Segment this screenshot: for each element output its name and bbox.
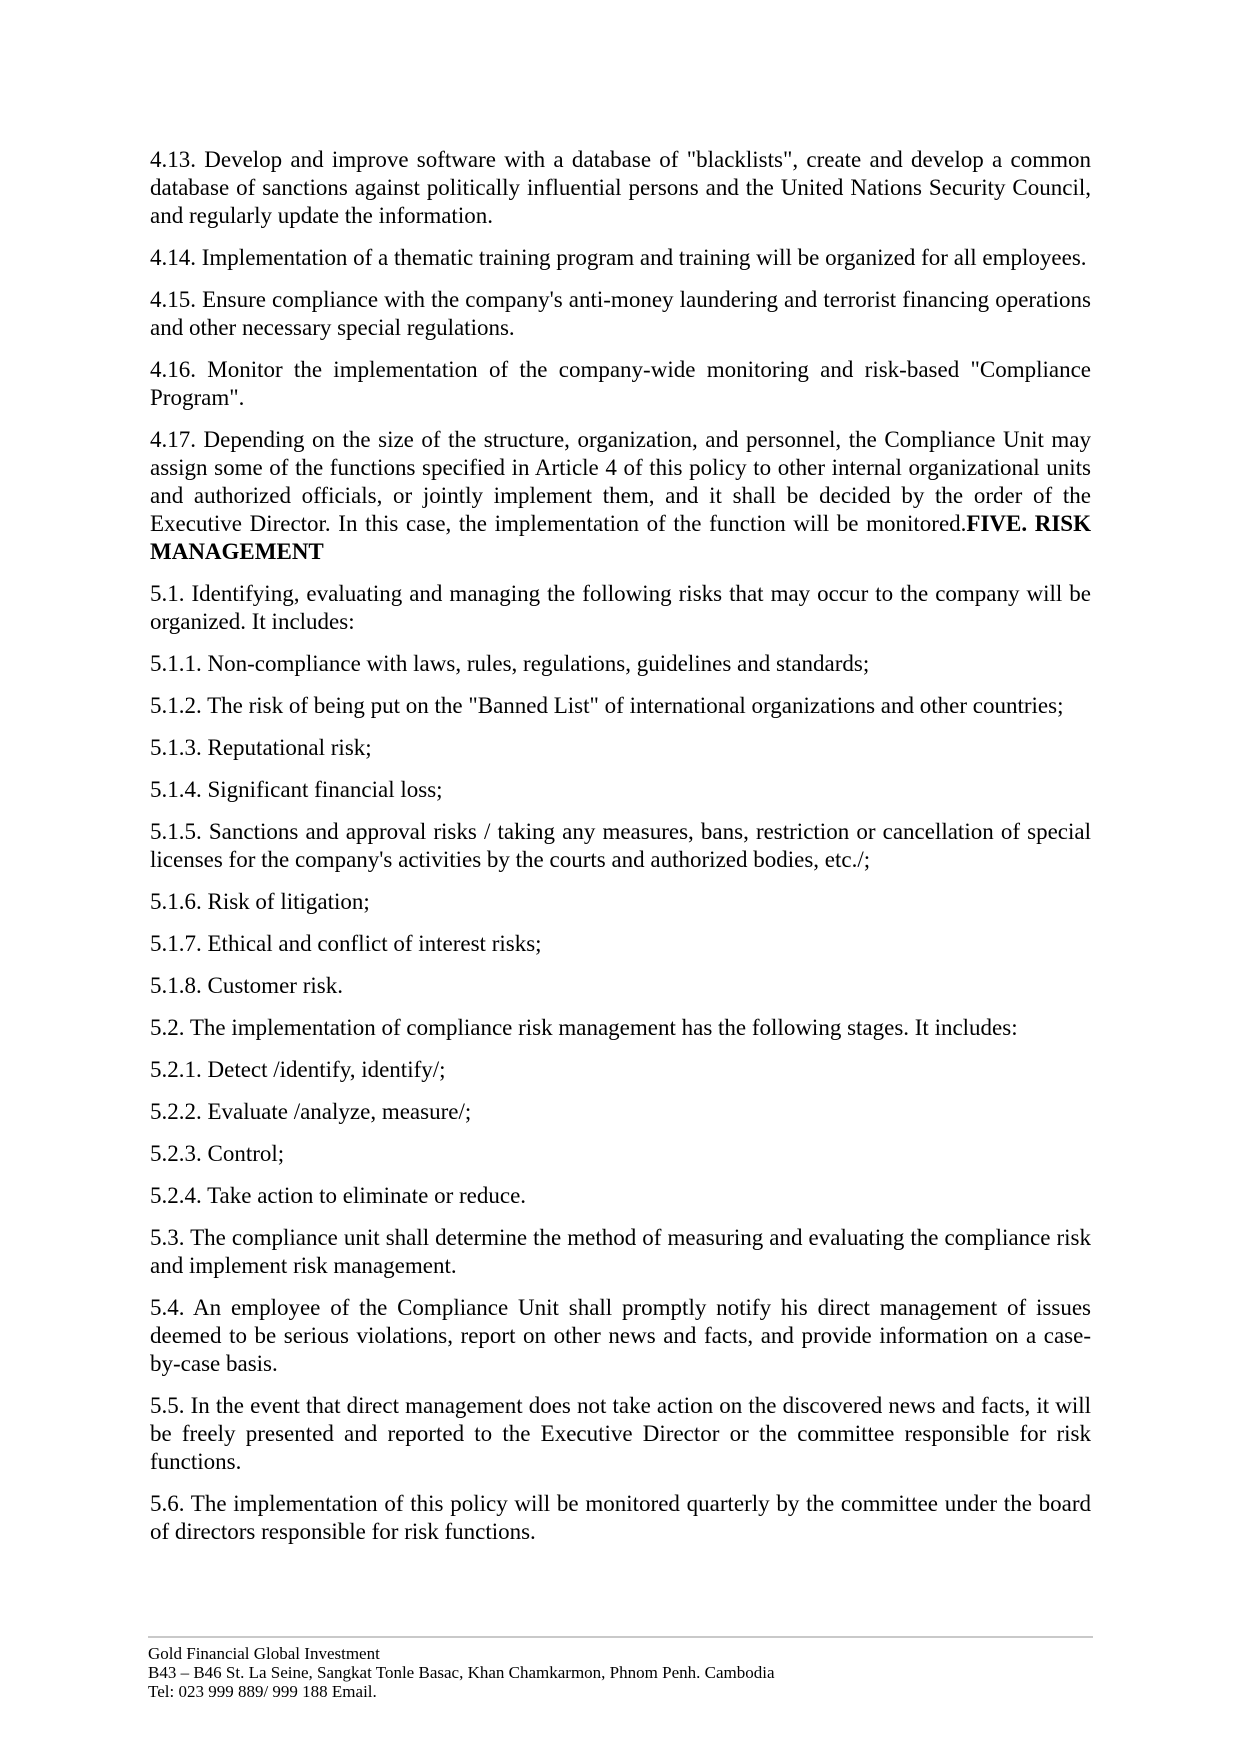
page-footer xyxy=(148,1636,1093,1701)
paragraph-4-14: 4.14. Implementation of a thematic training program and training will be organized for all employees. xyxy=(150,245,1087,270)
document-body xyxy=(150,146,1091,1560)
footer-divider xyxy=(148,1636,1093,1638)
paragraph-5-1-3: 5.1.3. Reputational risk; xyxy=(150,735,372,760)
paragraph-4-17-text: 4.17. Depending on the size of the structure, organization, and personnel, the Compliance Unit may assign some of the functions specified in Article 4 of this policy to other internal organizational units and authorized officials, or jointly implement them, and it shall be decided by the order of the Executive Director. In this case, the implementation of the function will be monitored. xyxy=(150,427,1091,536)
paragraph-5-1-6: 5.1.6. Risk of litigation; xyxy=(150,889,370,914)
footer-company-name: Gold Financial Global Investment xyxy=(148,1644,380,1663)
paragraph-5-5: 5.5. In the event that direct management does not take action on the discovered news and facts, it will be freely presented and reported to the Executive Director or the committee responsible for risk functions. xyxy=(150,1393,1091,1474)
footer-address: B43 – B46 St. La Seine, Sangkat Tonle Basac, Khan Chamkarmon, Phnom Penh. Cambodia xyxy=(148,1663,775,1682)
footer-telephone: Tel: 023 999 889/ 999 188 Email. xyxy=(148,1682,377,1701)
paragraph-5-1-4: 5.1.4. Significant financial loss; xyxy=(150,777,443,802)
paragraph-5-1-7: 5.1.7. Ethical and conflict of interest risks; xyxy=(150,931,542,956)
paragraph-5-2-4: 5.2.4. Take action to eliminate or reduce. xyxy=(150,1183,527,1208)
paragraph-4-17 xyxy=(150,426,1091,566)
paragraph-5-2-2: 5.2.2. Evaluate /analyze, measure/; xyxy=(150,1099,472,1124)
paragraph-5-1-8: 5.1.8. Customer risk. xyxy=(150,973,343,998)
paragraph-5-4: 5.4. An employee of the Compliance Unit shall promptly notify his direct management of issues deemed to be serious violations, report on other news and facts, and provide information on a case-by-case basis. xyxy=(150,1295,1091,1376)
section-five-heading: FIVE. RISK MANAGEMENT xyxy=(150,511,1091,564)
paragraph-5-2-3: 5.2.3. Control; xyxy=(150,1141,285,1166)
paragraph-4-13: 4.13. Develop and improve software with a database of "blacklists", create and develop a common database of sanctions against politically influential persons and the United Nations Security Council, and regularly update the information. xyxy=(150,147,1091,228)
paragraph-5-3: 5.3. The compliance unit shall determine the method of measuring and evaluating the compliance risk and implement risk management. xyxy=(150,1225,1091,1278)
paragraph-5-2: 5.2. The implementation of compliance risk management has the following stages. It includes: xyxy=(150,1015,1018,1040)
paragraph-5-6: 5.6. The implementation of this policy will be monitored quarterly by the committee under the board of directors responsible for risk functions. xyxy=(150,1491,1091,1544)
paragraph-4-16: 4.16. Monitor the implementation of the company-wide monitoring and risk-based "Compliance Program". xyxy=(150,357,1091,410)
paragraph-4-15: 4.15. Ensure compliance with the company's anti-money laundering and terrorist financing operations and other necessary special regulations. xyxy=(150,287,1091,340)
paragraph-5-1-1: 5.1.1. Non-compliance with laws, rules, regulations, guidelines and standards; xyxy=(150,651,870,676)
paragraph-5-1-5: 5.1.5. Sanctions and approval risks / taking any measures, bans, restriction or cancellation of special licenses for the company's activities by the courts and authorized bodies, etc./; xyxy=(150,819,1091,872)
paragraph-5-2-1: 5.2.1. Detect /identify, identify/; xyxy=(150,1057,446,1082)
paragraph-5-1-2: 5.1.2. The risk of being put on the "Banned List" of international organizations and other countries; xyxy=(150,693,1064,718)
paragraph-5-1: 5.1. Identifying, evaluating and managing the following risks that may occur to the company will be organized. It includes: xyxy=(150,581,1091,634)
